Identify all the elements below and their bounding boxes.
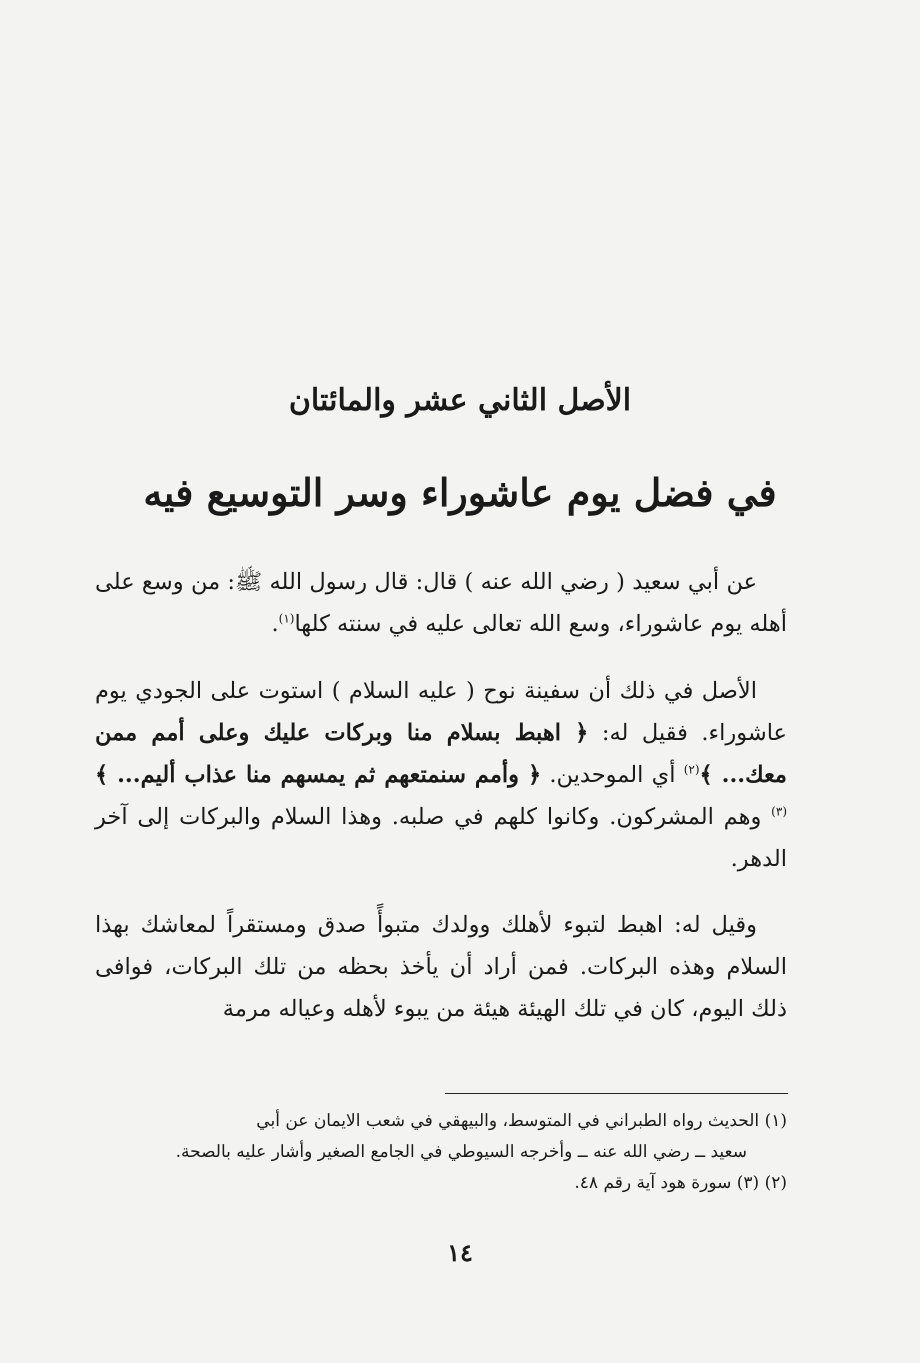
- page-number: ١٤: [447, 1238, 473, 1267]
- footnote-text: سعيد ــ رضي الله عنه ــ وأخرجه السيوطي في الجامع الصغير وأشار عليه بالصحة.: [175, 1142, 747, 1162]
- paragraph-explanation-part-1: الأصل في ذلك أن سفينة نوح ( عليه السلام ) استوت على الجودي يوم عاشوراء. فقيل له:: [95, 678, 787, 746]
- paragraph-explanation: [95, 670, 787, 880]
- paragraph-hadith-text: عن أبي سعيد ( رضي الله عنه ) قال: قال رسول الله ﷺ: من وسع على أهله يوم عاشوراء، وسع الله تعالى عليه في سنته كلها: [95, 569, 787, 637]
- footnote-divider: [445, 1093, 788, 1094]
- paragraph-continuation: [95, 904, 787, 1030]
- quran-quote-2: ﴿ وأمم سنمتعهم ثم يمسهم منا عذاب أليم... ﴾: [95, 762, 542, 788]
- paragraph-continuation-text: وقيل له: اهبط لتبوء لأهلك وولدك متبوأً صدق ومستقراً لمعاشك بهذا السلام وهذه البركات. فمن أراد أن يأخذ بحظه من تلك البركات، فوافى ذلك اليوم، كان في تلك الهيئة هيئة من يبوء لأهله وعياله مرمة: [95, 912, 787, 1022]
- footnote-ref-2: (٢): [683, 762, 700, 777]
- paragraph-hadith-end: .: [271, 611, 279, 637]
- paragraph-hadith: [95, 561, 787, 645]
- footnote-label: (٢) (٣): [736, 1173, 787, 1193]
- footnote-1-continuation: [95, 1137, 787, 1168]
- footnotes: [95, 1106, 787, 1199]
- paragraph-explanation-part-2: أي الموحدين.: [541, 762, 684, 788]
- footnote-1: [95, 1106, 787, 1137]
- quran-quote-1: ﴿ اهبط بسلام منا وبركات عليك وعلى أمم ممن معك... ﴾: [95, 720, 787, 788]
- footnote-text: الحديث رواه الطبراني في المتوسط، والبيهقي في شعب الايمان عن أبي: [256, 1111, 760, 1131]
- chapter-title: الأصل الثاني عشر والمائتان: [288, 383, 632, 418]
- chapter-subtitle: في فضل يوم عاشوراء وسر التوسيع فيه: [143, 470, 777, 515]
- footnote-text: سورة هود آية رقم ٤٨.: [574, 1173, 732, 1193]
- footnote-ref-3: (٣): [771, 804, 787, 819]
- footnote-2-3: [95, 1168, 787, 1199]
- footnote-ref-1: (١): [278, 611, 295, 626]
- footnote-label: (١): [764, 1111, 787, 1131]
- paragraph-explanation-part-3: وهم المشركون. وكانوا كلهم في صلبه. وهذا السلام والبركات إلى آخر الدهر.: [95, 804, 787, 872]
